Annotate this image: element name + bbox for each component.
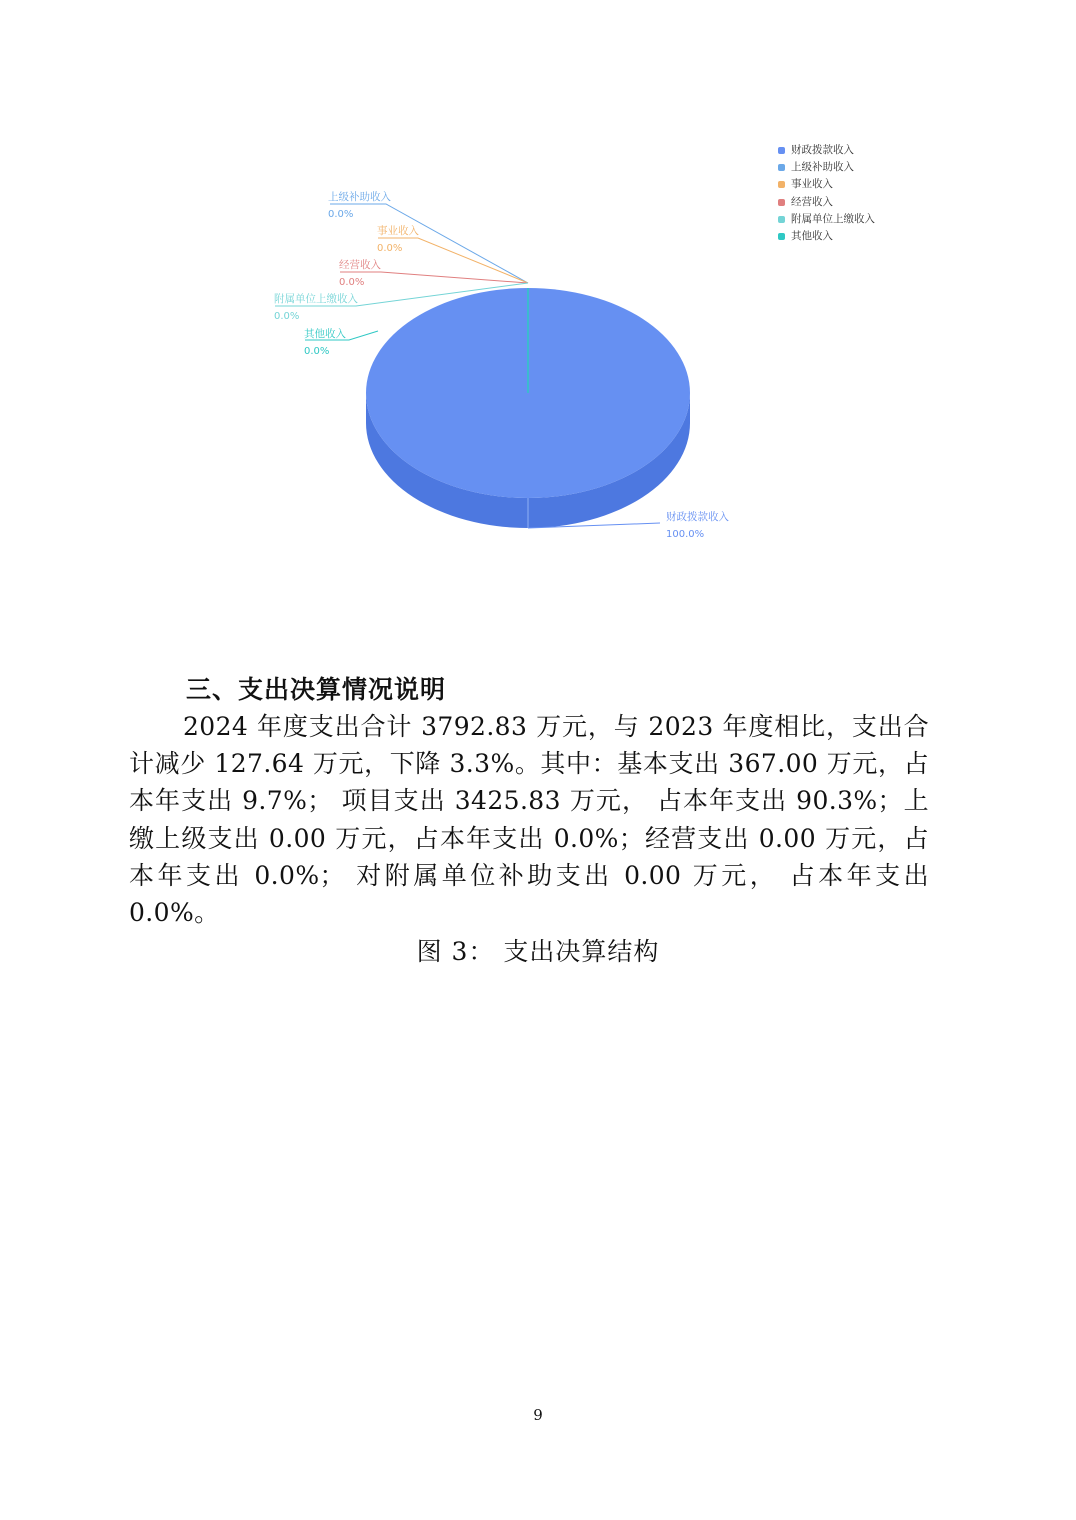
legend-swatch [778,233,785,240]
chart-legend [778,142,875,245]
section-heading: 三、支出决算情况说明 [186,675,447,704]
page-number: 9 [533,1406,543,1424]
slice-value-label: 0.0% [377,243,403,254]
slice-label: 附属单位上缴收入 [274,293,358,305]
legend-item[interactable] [778,194,875,211]
slice-label: 上级补助收入 [328,191,391,203]
legend-item[interactable] [778,211,875,228]
body-paragraph: 2024 年度支出合计 3792.83 万元，与 2023 年度相比，支出合计减少 127.64 万元，下降 3.3%。其中：基本支出 367.00 万元，占本年支出 9.7%； 项目支出 3425.83 万元， 占本年支出 90.3%；上缴上级支出 0.00 万元，占本年支出 0.0%；经营支出 0.00 万元，占本年支出 0.0%； 对附属单位补助支出 0.00 万元， 占本年支出 0.0%。 [129,712,929,928]
legend-label: 事业收入 [791,178,833,191]
legend-item[interactable] [778,159,875,176]
legend-label: 附属单位上缴收入 [791,212,875,225]
legend-swatch [778,181,785,188]
legend-swatch [778,147,785,154]
legend-swatch [778,199,785,206]
slice-label: 财政拨款收入 [666,511,729,523]
slice-value-label: 0.0% [304,346,330,357]
legend-swatch [778,216,785,223]
leader-line [340,272,528,283]
legend-label: 财政拨款收入 [791,144,854,156]
figure-caption: 图 3： 支出决算结构 [416,937,660,966]
slice-value-label: 100.0% [666,529,705,540]
legend-item[interactable] [778,142,875,159]
legend-label: 其他收入 [791,229,833,242]
legend-item[interactable] [778,176,875,193]
slice-label: 事业收入 [377,225,419,237]
slice-value-label: 0.0% [339,277,365,288]
slice-value-label: 0.0% [274,311,300,322]
slice-value-label: 0.0% [328,209,354,220]
slice-label: 其他收入 [304,328,346,340]
legend-label: 上级补助收入 [791,161,854,174]
slice-label: 经营收入 [339,259,381,271]
legend-item[interactable] [778,228,875,245]
pie-chart [0,0,1076,600]
legend-swatch [778,164,785,171]
legend-label: 经营收入 [791,195,833,208]
